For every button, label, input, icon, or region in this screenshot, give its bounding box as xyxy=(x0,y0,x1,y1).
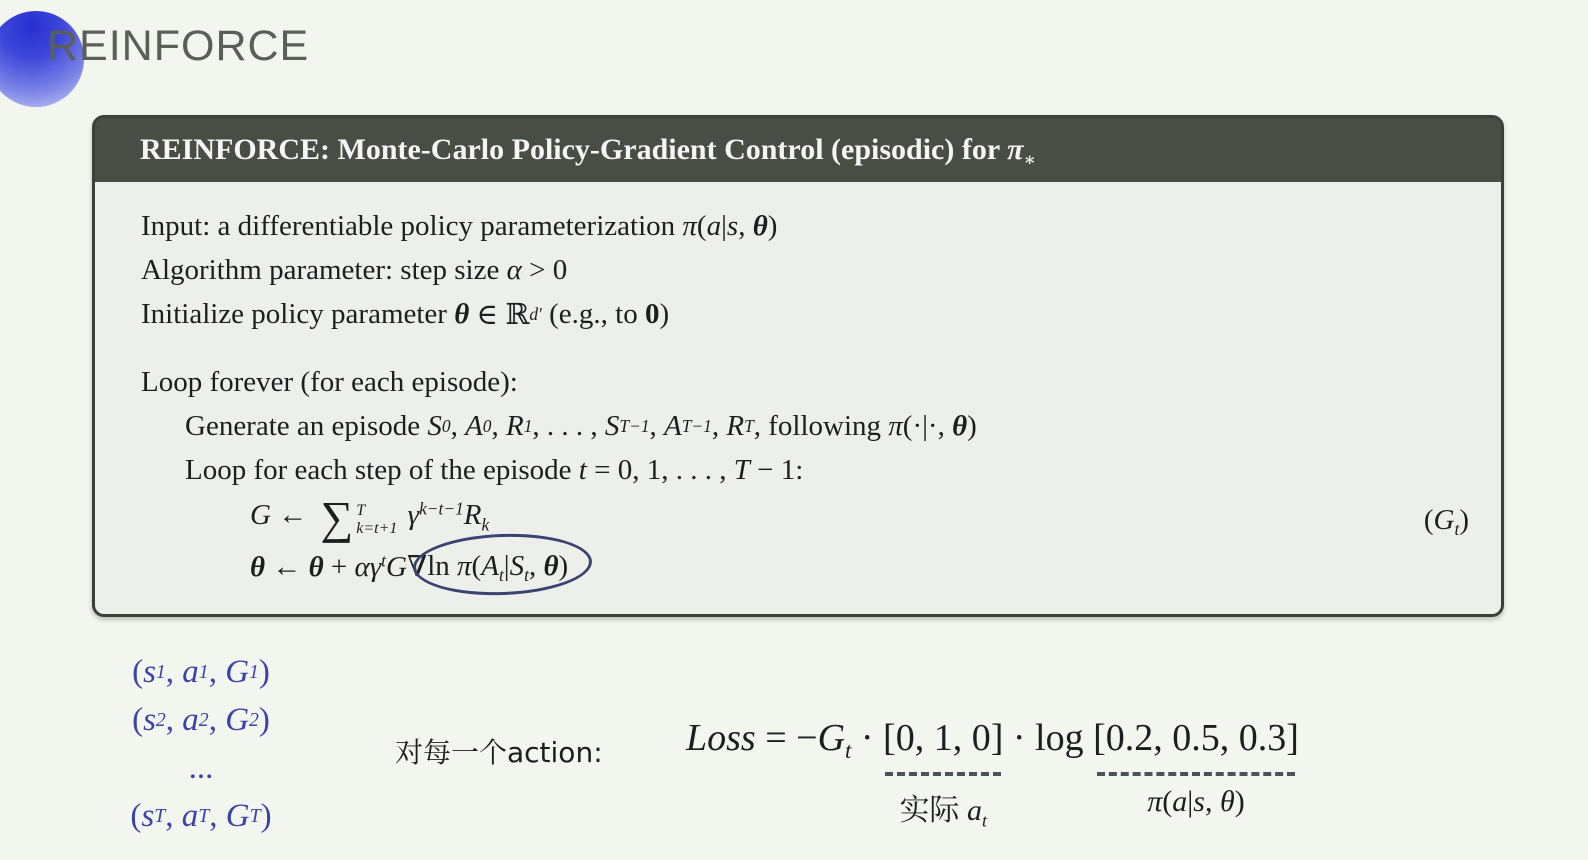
policy-prob-vector: [0.2, 0.5, 0.3] xyxy=(1093,717,1299,759)
slide-title: REINFORCE xyxy=(47,22,310,70)
line-initialize: Initialize policy parameter θ ∈ ℝ d′ (e.g., to 0 ) xyxy=(141,297,670,331)
loss-lhs: Loss = $-G_t$ · xyxy=(686,717,884,763)
line-loop-each-step: Loop for each step of the episode t = 0, 1, . . . , T − 1: xyxy=(185,453,804,486)
per-action-label: 对每一个action: xyxy=(395,736,603,769)
tuple-row-2: ( s 2 , a 2 , G 2 ) xyxy=(132,701,270,738)
log-operator: · log xyxy=(1003,717,1094,759)
tuple-row-1: ( s 1 , a 1 , G 1 ) xyxy=(132,653,270,690)
line-theta-update xyxy=(141,544,1471,588)
algorithm-box-title: REINFORCE: Monte-Carlo Policy-Gradient Control (episodic) for $\pi_∗$ xyxy=(140,133,1036,170)
line-loop-forever: Loop forever (for each episode): xyxy=(141,365,518,398)
action-onehot-group xyxy=(883,716,1003,829)
line-algorithm-parameter: Algorithm parameter: step size α > 0 xyxy=(141,253,568,286)
algorithm-box-header xyxy=(95,118,1501,182)
line-generate-episode: Generate an episode S 0 , A 0 , R 1 , . . . , S T−1 , A T−1 , R T , following π (·|·, θ ) xyxy=(185,409,977,442)
policy-prob-label: π(a|s, θ) xyxy=(1147,785,1245,818)
episode-tuples xyxy=(88,648,314,840)
algorithm-box-body xyxy=(95,182,1501,588)
line-g-update xyxy=(141,492,1471,544)
circled-log-policy-term xyxy=(427,550,568,583)
tuple-row-ellipsis: ... xyxy=(188,749,214,786)
dashed-underline-actual-action xyxy=(885,772,1001,776)
g-update-expression: G ← ∑ T k=t+1 $\gamma^{k-t-1}R_k$ xyxy=(250,492,490,544)
dashed-underline-policy-prob xyxy=(1097,772,1295,776)
paragraph-gap xyxy=(141,336,1471,360)
tuple-row-T: ( s T , a T , G T ) xyxy=(130,797,272,834)
line-input: Input: a differentiable policy parameterization π ( a | s , θ ) xyxy=(141,209,778,242)
action-onehot-vector: [0, 1, 0] xyxy=(883,717,1004,759)
log-policy-term: $\ln \pi(A_t|S_t$, θ) xyxy=(427,549,569,585)
theta-update-lhs: θ ← $\theta + \alpha\gamma^tG\nabla$ xyxy=(250,549,428,583)
actual-action-label: 实际 $a_t$ xyxy=(899,794,987,831)
policy-prob-group xyxy=(1093,716,1299,819)
g-return-annotation: $(G_t)$ xyxy=(1423,504,1469,540)
loss-formula xyxy=(686,716,1299,829)
algorithm-box xyxy=(92,115,1504,617)
